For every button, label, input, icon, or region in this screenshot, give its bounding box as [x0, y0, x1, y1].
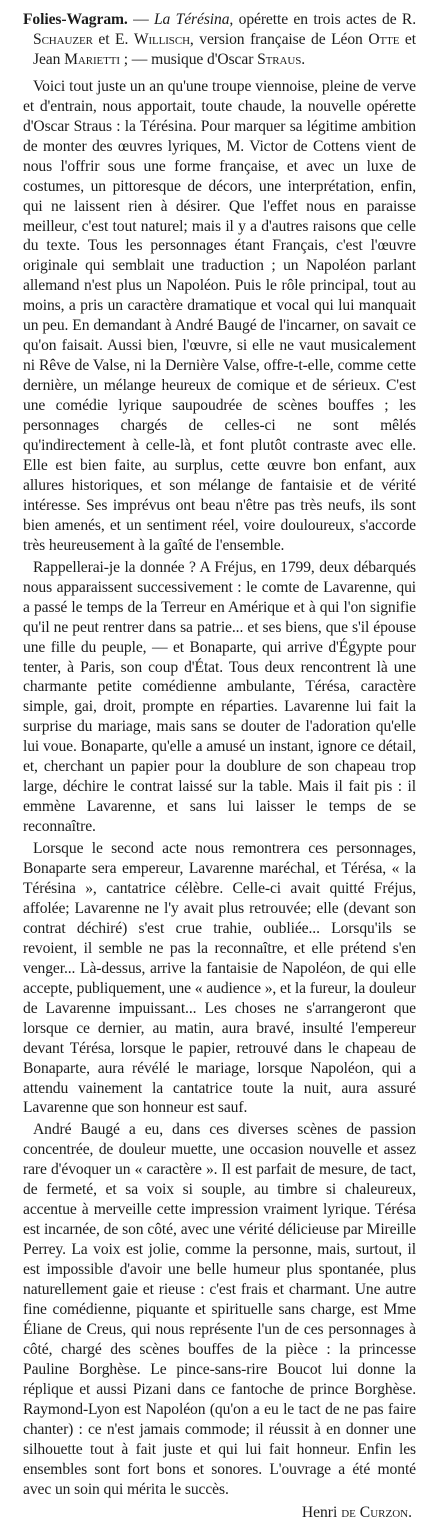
paragraph-intro: Voici tout juste un an qu'une troupe viennoise, pleine de verve et d'entrain, nous apportait, toute chaude, la nouvelle opérette d'Oscar Straus : la Térésina. Pour marquer sa légitime ambition de monter des œuvres lyriques, M. Victor de Cottens vient de nous l'offrir sous une forme française, et avec un luxe de costumes, un pittoresque de décors, une interprétation, enfin, qui ne laissent rien à désirer. Que l'effet nous en paraisse meilleur, c'est tout naturel; mais il y a d'autres raisons que celle du texte. Tous les personnages étant Français, c'est l'œuvre originale qui semblait une traduction ; un Napoléon parlant allemand n'est plus un Napoléon. Puis le rôle principal, tout au moins, a pris un caractère dramatique et vocal qui lui manquait un peu. En demandant à André Baugé de l'incarner, on savait ce qu'on faisait. Aussi bien, l'œuvre, si elle ne vaut musicalement ni Rêve de Valse, ni la Dernière Valse, offre-t-elle, comme cette dernière, un mélange heureux de comique et de sérieux. C'est une comédie lyrique saupoudrée de scènes bouffes ; les personnages chargés de celles-ci ne sont mêlés qu'indirectement à celle-là, et font plutôt contraste avec elle. Elle est bien faite, au surplus, cette œuvre bon enfant, aux allures historiques, et son mélange de fantaisie et de vérité intéresse. Ses imprévus ont beau n'être pas très neufs, ils sont bien amenés, et un sentiment réel, voire douloureux, s'accorde très heureusement à la gaîté de l'ensemble. [23, 77, 416, 554]
theatre-name: Folies-Wagram. [23, 11, 128, 28]
signature: Henri de Curzon. [301, 1503, 412, 1521]
work-title: La Térésina, [153, 11, 234, 28]
review-heading: Folies-Wagram. — La Térésina, opérette en trois actes de R. Schauzer et E. Willisch, version française de Léon Otte et Jean Marietti ; — musique d'Oscar Straus. [23, 11, 417, 68]
author-name: Otte [368, 30, 400, 48]
author-name: Willisch [133, 30, 190, 48]
paragraph-plot-act2: Lorsque le second acte nous remontrera ces personnages, Bonaparte sera empereur, Lavarenne maréchal, et Térésa, « la Térésina », cantatrice célèbre. Celle-ci avait quitté Fréjus, affolée; Lavarenne ne l'y avait plus retrouvée; elle (devant son contrat déchiré) s'est crue trahie, oubliée... Lorsqu'ils se revoient, il semble ne pas la reconnaître, et elle prétend s'en venger... Là-dessus, arrive la fantaisie de Napoléon, de qui elle accepte, publiquement, une « audience », et la fureur, la douleur de Lavarenne impuissant... Les choses ne s'arrangeront que lorsque ce dernier, au matin, aura bravé, insulté l'empereur devant Térésa, lorsque le papier, retrouvé dans le chapeau de Bonaparte, aura révélé le mariage, lorsque Napoléon, qui a attendu vainement la cantatrice toute la nuit, aura assuré Lavarenne que son honneur est sauf. [23, 840, 416, 1117]
composer-name: Straus [257, 50, 302, 68]
author-name: Marietti [64, 50, 120, 68]
author-name: Schauzer [33, 30, 93, 48]
paragraph-cast: André Baugé a eu, dans ces diverses scènes de passion concentrée, de douleur muette, une occasion nouvelle et assez rare d'évoquer un « caractère ». Il est parfait de mesure, de tact, de fermeté, et sa voix si souple, au timbre si chaleureux, accentue à merveille cette impression vraiment lyrique. Térésa est incarnée, de son côté, avec une vérité délicieuse par Mireille Perrey. La voix est jolie, comme la personne, mais, surtout, il est impossible d'avoir une belle humeur plus spontanée, plus naturellement gaie et rieuse : c'est frais et charmant. Une autre fine comédienne, piquante et spirituelle sans charge, est Mme Éliane de Creus, qui nous représente l'un de ces personnages à côté, chargé des scènes bouffes de la pièce : la princesse Pauline Borghèse. Le pince-sans-rire Boucot lui donne la réplique et aussi Pizani dans ce fantoche de prince Borghèse. Raymond-Lyon est Napoléon (qu'on a eu le tact de ne pas faire chanter) : ce n'est jamais commode; il réussit à en donner une silhouette tout à fait juste et qui lui fait honneur. Enfin les ensembles sont fort bons et sonores. L'ouvrage a été monté avec un soin qui mérita le succès. [23, 1121, 416, 1498]
review-article [23, 10, 416, 1522]
paragraph-plot-act1: Rappellerai-je la donnée ? A Fréjus, en 1799, deux débarqués nous apparaissent successivement : le comte de Lavarenne, qui a passé le temps de la Terreur en Amérique et à qui l'on signifie qu'il ne peut rentrer dans sa patrie... et ses biens, que s'il épouse une fille du peuple, — et Bonaparte, qui arrive d'Égypte pour tenter, à Paris, son coup d'État. Tous deux rencontrent là une charmante petite comédienne ambulante, Térésa, caractère simple, gai, droit, prompte en réparties. Lavarenne lui fait la surprise du mariage, mais sans se douter de l'adoration qu'elle lui voue. Bonaparte, qu'elle a amusé un instant, ignore ce détail, et, cherchant un papier pour la doublure de son chapeau trop large, déchire le contrat laissé sur la table. Mais il fait pis : il emmène Lavarenne, et sans lui laisser le temps de se reconnaître. [23, 558, 416, 836]
